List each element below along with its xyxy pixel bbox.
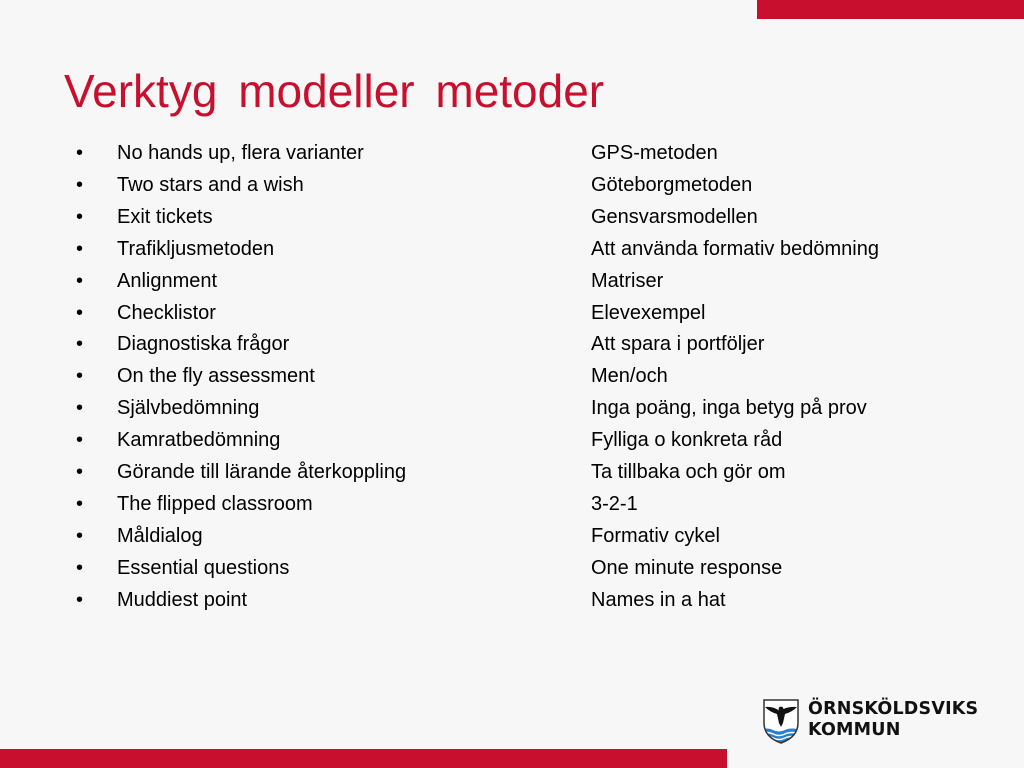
- list-item-text: Exit tickets: [117, 205, 213, 228]
- list-item: [76, 457, 406, 489]
- list-item: Names in a hat: [591, 588, 726, 611]
- bullet: •: [76, 461, 84, 484]
- bullet: •: [76, 492, 84, 515]
- list-item: [76, 298, 406, 330]
- list-item-text: Görande till lärande återkoppling: [117, 461, 407, 484]
- list-item-text: Checklistor: [117, 301, 216, 324]
- logo-line-1: ÖRNSKÖLDSVIKS: [808, 699, 979, 719]
- list-item: [76, 489, 406, 521]
- list-item-text: Kamratbedömning: [117, 429, 281, 452]
- list-item-text: Anlignment: [117, 269, 218, 292]
- list-item: Formativ cykel: [591, 524, 720, 547]
- list-item-text: Muddiest point: [117, 588, 248, 611]
- bullet: •: [76, 333, 84, 356]
- list-item: [76, 234, 406, 266]
- list-item-text: Trafikljusmetoden: [117, 237, 275, 260]
- bullet: •: [76, 269, 84, 292]
- list-item: [76, 138, 406, 170]
- list-item: Fylliga o konkreta råd: [591, 429, 783, 452]
- list-item: Att spara i portföljer: [591, 333, 765, 356]
- top-accent-bar: [757, 0, 1024, 19]
- logo-wordmark: [808, 699, 978, 741]
- list-item: Matriser: [591, 269, 664, 292]
- list-item: [76, 329, 406, 361]
- logo-line-2: KOMMUN: [808, 720, 901, 740]
- bullet: •: [76, 142, 84, 164]
- bullet: •: [76, 173, 84, 196]
- bullet: •: [76, 301, 84, 324]
- list-item-text: No hands up, flera varianter: [117, 142, 364, 164]
- bullet: •: [76, 588, 84, 611]
- list-item-text: Måldialog: [117, 524, 203, 547]
- bullet: •: [76, 237, 84, 260]
- list-item: GPS-metoden: [591, 142, 718, 164]
- municipality-logo: [761, 697, 979, 745]
- list-item-text: The flipped classroom: [117, 492, 313, 515]
- list-item: Elevexempel: [591, 301, 706, 324]
- bottom-accent-bar: [0, 749, 727, 768]
- bullet: •: [76, 205, 84, 228]
- list-item: [76, 266, 406, 298]
- list-item: Men/och: [591, 365, 668, 388]
- slide-title: Verktyg modeller metoder: [64, 65, 605, 117]
- list-item-text: Självbedömning: [117, 397, 260, 420]
- list-item: Ta tillbaka och gör om: [591, 461, 786, 484]
- bullet: •: [76, 397, 84, 420]
- list-item-text: Essential questions: [117, 556, 290, 579]
- list-item: [76, 521, 406, 553]
- list-item-text: Two stars and a wish: [117, 173, 304, 196]
- list-item: Att använda formativ bedömning: [591, 237, 879, 260]
- list-item-text: On the fly assessment: [117, 365, 315, 388]
- bullet: •: [76, 556, 84, 579]
- right-list: [591, 138, 879, 617]
- left-list: [76, 138, 406, 617]
- list-item: One minute response: [591, 556, 783, 579]
- list-item: [76, 425, 406, 457]
- coat-of-arms-icon: [761, 697, 801, 745]
- list-item: [76, 585, 406, 617]
- list-item: [76, 202, 406, 234]
- list-item: Inga poäng, inga betyg på prov: [591, 397, 867, 420]
- list-item: [76, 361, 406, 393]
- list-item: [76, 393, 406, 425]
- list-item: 3-2-1: [591, 492, 638, 515]
- bullet: •: [76, 429, 84, 452]
- list-item-text: Diagnostiska frågor: [117, 333, 290, 356]
- list-item: Gensvarsmodellen: [591, 205, 758, 228]
- list-item: [76, 170, 406, 202]
- bullet: •: [76, 524, 84, 547]
- list-item: Göteborgmetoden: [591, 173, 753, 196]
- bullet: •: [76, 365, 84, 388]
- list-item: [76, 553, 406, 585]
